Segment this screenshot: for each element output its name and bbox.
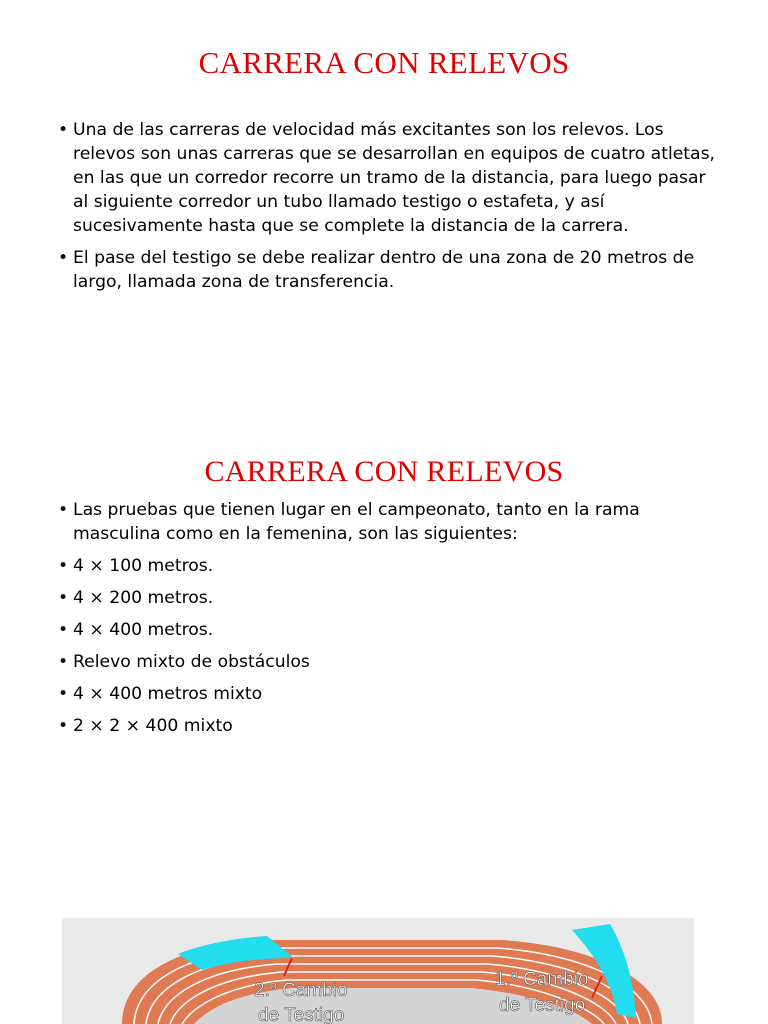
slide-title: CARRERA CON RELEVOS <box>198 45 570 80</box>
bullet-item: • 2 × 2 × 400 mixto <box>58 714 718 738</box>
slide-2 <box>0 420 768 870</box>
bullet-item: • 4 × 100 metros. <box>58 554 718 578</box>
slide-title: CARRERA CON RELEVOS <box>204 455 564 488</box>
bullet-item: • 4 × 400 metros mixto <box>58 682 718 706</box>
track-diagram <box>62 918 694 1024</box>
bullet-item: • 4 × 200 metros. <box>58 586 718 610</box>
second-exchange-label-line1: 2.º Cambio <box>254 980 348 1001</box>
bullet-item: • Una de las carreras de velocidad más excitantes son los relevos. Los relevos son unas carreras que se desarrollan en equipos de cuatro atletas, en las que un corredor recorre un tramo de la distancia, para luego pasar al siguiente corredor un tubo llamado testigo o estafeta, y así sucesivamente hasta que se complete la distancia de la carrera. <box>58 118 718 238</box>
bullet-list <box>58 498 718 746</box>
second-exchange-label-line2: de Testigo <box>258 1005 345 1024</box>
bullet-list <box>58 118 718 302</box>
first-exchange-label-line1: 1.º Cambio <box>495 969 589 990</box>
bullet-item: • 4 × 400 metros. <box>58 618 718 642</box>
first-exchange-label-line2: de Testigo <box>499 995 586 1016</box>
relay-track-image <box>62 918 694 1024</box>
slide-1 <box>0 0 768 400</box>
bullet-item: • El pase del testigo se debe realizar dentro de una zona de 20 metros de largo, llamada zona de transferencia. <box>58 246 718 294</box>
bullet-item: • Relevo mixto de obstáculos <box>58 650 718 674</box>
bullet-item: • Las pruebas que tienen lugar en el campeonato, tanto en la rama masculina como en la femenina, son las siguientes: <box>58 498 718 546</box>
